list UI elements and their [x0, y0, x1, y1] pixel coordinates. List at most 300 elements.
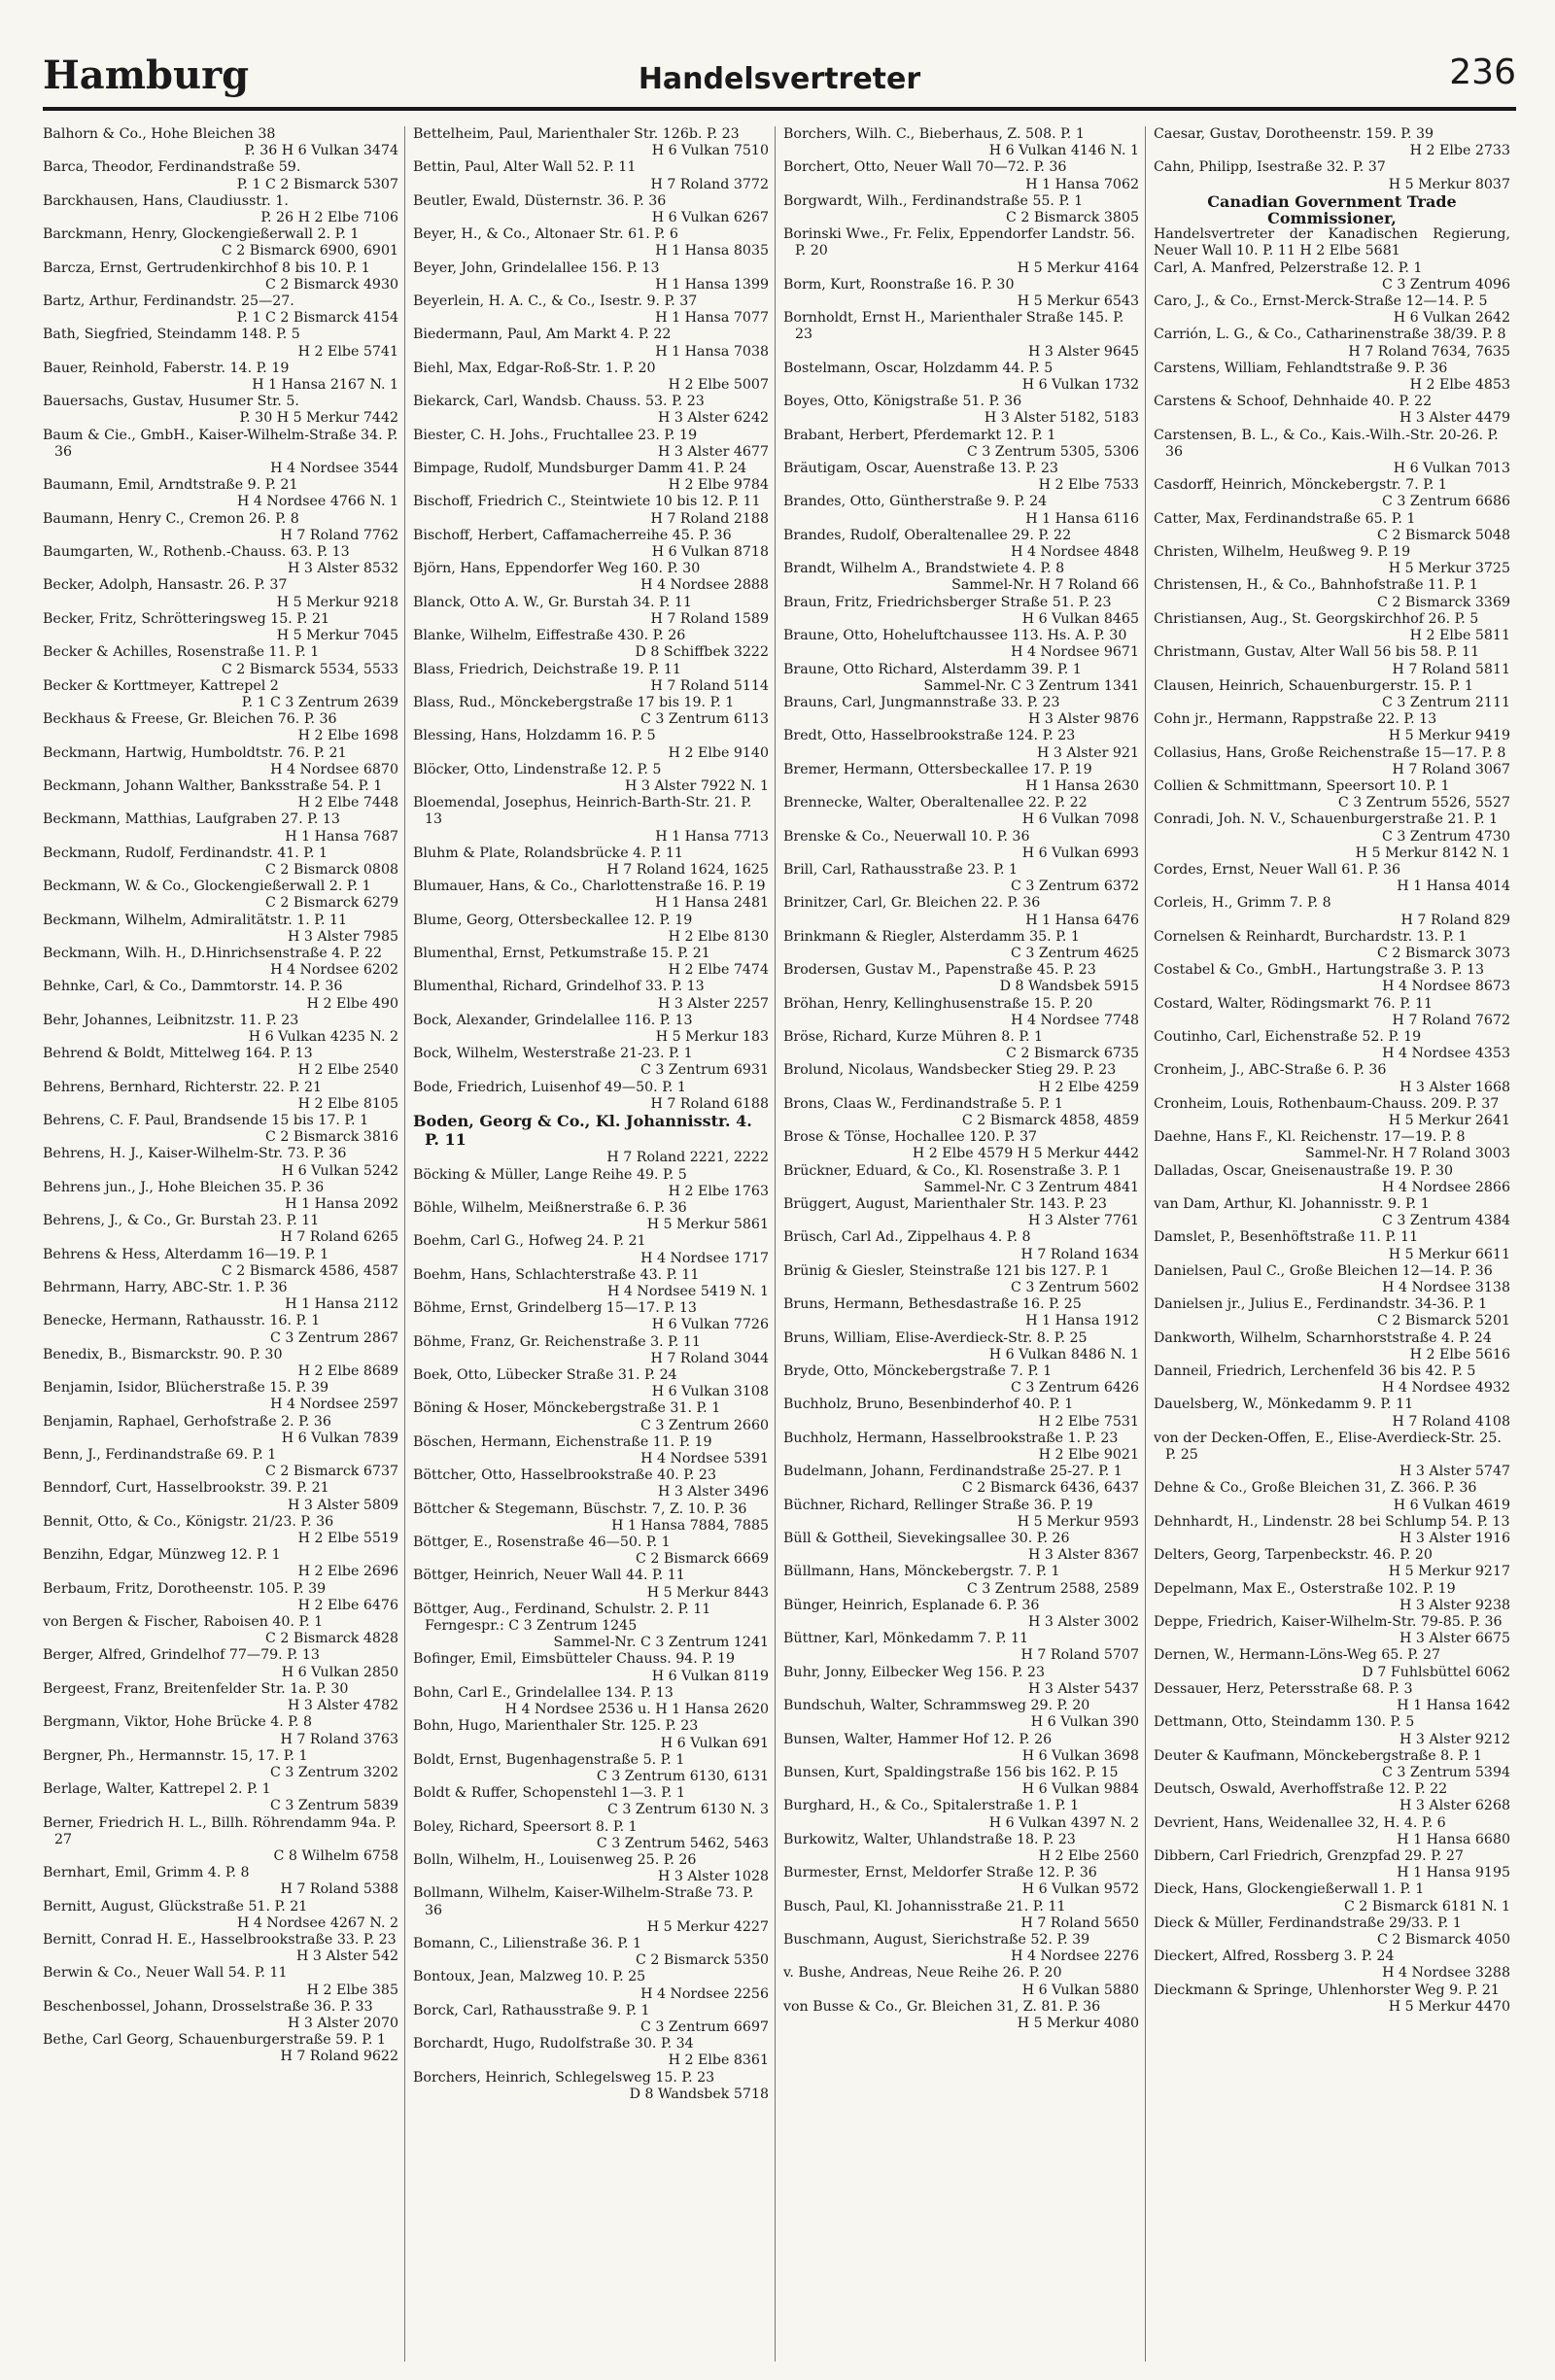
entry-phone: H 2 Elbe 2696: [297, 1564, 398, 1580]
entry-phone: C 3 Zentrum 5305, 5306: [966, 443, 1139, 460]
directory-entry: [43, 193, 398, 226]
directory-entry: [783, 1698, 1139, 1731]
entry-name: Büll & Gottheil, Sievekingsallee 30. P. 26: [783, 1531, 1070, 1547]
entry-name: Bröse, Richard, Kurze Mühren 8. P. 1: [783, 1028, 1044, 1045]
directory-entry: [1154, 1480, 1510, 1513]
entry-name: Christen, Wilhelm, Heußweg 9. P. 19: [1154, 544, 1411, 561]
entry-phone: H 1 Hansa 7884, 7885: [611, 1517, 769, 1534]
entry-name: Bruns, Hermann, Bethesdastraße 16. P. 25: [783, 1296, 1082, 1313]
entry-name: Dankworth, Wilhelm, Scharnhorststraße 4. P. 24: [1154, 1329, 1492, 1346]
entry-name: Brandes, Otto, Güntherstraße 9. P. 24: [783, 494, 1048, 510]
entry-name: v. Bushe, Andreas, Neue Reihe 26. P. 20: [783, 1965, 1062, 1982]
entry-name: Christmann, Gustav, Alter Wall 56 bis 58. P. 11: [1154, 644, 1480, 661]
directory-entry: [1154, 678, 1510, 711]
entry-phone: H 5 Merkur 8037: [1388, 176, 1510, 192]
entry-phone: H 6 Vulkan 2642: [1393, 310, 1510, 327]
directory-entry: [413, 628, 769, 661]
directory-entry: [43, 511, 398, 544]
directory-entry: [1154, 862, 1510, 895]
entry-phone: H 5 Merkur 9218: [276, 594, 398, 610]
entry-phone: H 2 Elbe 5811: [1409, 628, 1510, 644]
entry-name: Buchholz, Bruno, Besenbinderhof 40. P. 1: [783, 1397, 1074, 1413]
entry-name: Brose & Tönse, Hochallee 120. P. 37: [783, 1129, 1038, 1146]
entry-phone: H 3 Alster 6268: [1400, 1798, 1510, 1814]
entry-name: Behrens jun., J., Hohe Bleichen 35. P. 36: [43, 1179, 325, 1195]
directory-entry: [413, 795, 769, 845]
entry-name: Carstens & Schoof, Dehnhaide 40. P. 22: [1154, 394, 1433, 410]
directory-entry: [783, 829, 1139, 862]
directory-entry: [43, 544, 398, 577]
directory-entry: [413, 561, 769, 594]
entry-phone: C 3 Zentrum 5394: [1382, 1764, 1510, 1780]
entry-name: Braune, Otto, Hoheluftchaussee 113. Hs. A. P. 30: [783, 628, 1127, 644]
entry-name: Borchert, Otto, Neuer Wall 70—72. P. 36: [783, 159, 1067, 176]
entry-name: Böhme, Franz, Gr. Reichenstraße 3. P. 11: [413, 1333, 701, 1350]
directory-entry: [413, 1602, 769, 1652]
entry-phone: H 5 Merkur 2641: [1388, 1112, 1510, 1128]
entry-name: Beckmann, Matthias, Laufgraben 27. P. 13: [43, 811, 340, 828]
entry-phone: H 3 Alster 1668: [1400, 1079, 1510, 1095]
directory-entry: [1154, 428, 1510, 478]
directory-entry: [1154, 1363, 1510, 1397]
entry-name: Bergner, Ph., Hermannstr. 15, 17. P. 1: [43, 1747, 308, 1764]
directory-entry: [1154, 1614, 1510, 1647]
directory-entry: [783, 193, 1139, 226]
entry-phone: H 6 Vulkan 9572: [1021, 1881, 1139, 1898]
entry-phone: H 7 Roland 1589: [650, 610, 769, 627]
entry-name: Dessauer, Herz, Petersstraße 68. P. 3: [1154, 1680, 1413, 1697]
entry-name: Bischoff, Herbert, Caffamacherreihe 45. P. 36: [413, 527, 732, 543]
directory-entry: [783, 1229, 1139, 1262]
entry-name: Björn, Hans, Eppendorfer Weg 160. P. 30: [413, 561, 701, 577]
entry-name: Cahn, Philipp, Isestraße 32. P. 37: [1154, 159, 1386, 176]
directory-entry: [1154, 511, 1510, 544]
entry-phone: H 3 Alster 2257: [658, 995, 769, 1012]
directory-entry: [1154, 1029, 1510, 1062]
entry-name: Bünger, Heinrich, Esplanade 6. P. 36: [783, 1597, 1040, 1613]
directory-entry: [413, 1885, 769, 1936]
entry-name: Behrmann, Harry, ABC-Str. 1. P. 36: [43, 1280, 288, 1296]
entry-name: Beyerlein, H. A. C., & Co., Isestr. 9. P. 37: [413, 293, 698, 310]
entry-name: Carl, A. Manfred, Pelzerstraße 12. P. 1: [1154, 259, 1423, 276]
entry-name: Brüggert, August, Marienthaler Str. 143. P. 23: [783, 1196, 1107, 1212]
directory-entry: [413, 845, 769, 879]
directory-entry: [43, 711, 398, 744]
directory-entry: [1154, 1581, 1510, 1614]
entry-name: Bettin, Paul, Alter Wall 52. P. 11: [413, 159, 637, 176]
entry-name: Bräutigam, Oscar, Auenstraße 13. P. 23: [783, 461, 1058, 477]
entry-name: Benndorf, Curt, Hasselbrookstr. 39. P. 21: [43, 1480, 329, 1497]
entry-name: Dieckmann & Springe, Uhlenhorster Weg 9. P. 21: [1154, 1982, 1500, 1998]
entry-name: Blume, Georg, Ottersbeckallee 12. P. 19: [413, 912, 693, 928]
entry-name: Blass, Rud., Mönckebergstraße 17 bis 19. P. 1: [413, 694, 735, 710]
directory-entry: [783, 561, 1139, 594]
directory-entry: [783, 1163, 1139, 1196]
entry-phone: H 4 Nordsee 2888: [640, 577, 769, 594]
directory-entry: [1154, 1915, 1510, 1949]
entry-name: Cornelsen & Reinhardt, Burchardstr. 13. P. 1: [1154, 928, 1468, 945]
entry-name: Böhme, Ernst, Grindelberg 15—17. P. 13: [413, 1300, 697, 1317]
directory-entry: [1154, 260, 1510, 293]
entry-name: Blumauer, Hans, & Co., Charlottenstraße 16. P. 19: [413, 879, 766, 895]
entry-phone: H 7 Roland 6188: [650, 1095, 769, 1112]
directory-entry: [783, 361, 1139, 394]
entry-name: Brinkmann & Riegler, Alsterdamm 35. P. 1: [783, 928, 1080, 945]
entry-name: Caesar, Gustav, Dorotheenstr. 159. P. 39: [1154, 126, 1434, 142]
entry-name: Bergmann, Viktor, Hohe Brücke 4. P. 8: [43, 1714, 313, 1731]
entry-name: Deuter & Kaufmann, Mönckebergstraße 8. P. 1: [1154, 1747, 1482, 1764]
entry-phone: C 2 Bismarck 5350: [636, 1952, 769, 1969]
entry-name: Benjamin, Raphael, Gerhofstraße 2. P. 36: [43, 1413, 331, 1430]
directory-entry: [783, 1397, 1139, 1430]
entry-phone: H 2 Elbe 1698: [297, 728, 398, 744]
directory-entry: [783, 1431, 1139, 1464]
entry-name: Böning & Hoser, Mönckebergstraße 31. P. 1: [413, 1400, 721, 1417]
directory-entry: [43, 979, 398, 1012]
directory-entry: [413, 293, 769, 327]
entry-name: Böttger, E., Rosenstraße 46—50. P. 1: [413, 1535, 671, 1551]
entry-name: Dieckert, Alfred, Rossberg 3. P. 24: [1154, 1949, 1395, 1965]
entry-phone: H 1 Hansa 1399: [655, 276, 769, 293]
entry-phone: H 4 Nordsee 4932: [1382, 1380, 1510, 1397]
entry-phone: H 2 Elbe 8105: [297, 1095, 398, 1112]
directory-entry: [783, 728, 1139, 761]
entry-name: Blöcker, Otto, Lindenstraße 12. P. 5: [413, 761, 662, 777]
entry-name: Costabel & Co., GmbH., Hartungstraße 3. P. 13: [1154, 962, 1485, 979]
entry-name: Depelmann, Max E., Osterstraße 102. P. 19: [1154, 1580, 1456, 1597]
entry-name: Corleis, H., Grimm 7. P. 8: [1154, 895, 1331, 912]
directory-entry: [1154, 577, 1510, 610]
directory-entry: [413, 2036, 769, 2069]
entry-name: Collasius, Hans, Große Reichenstraße 15—17. P. 8: [1154, 744, 1506, 761]
entry-phone: H 4 Nordsee 2256: [640, 1985, 769, 2002]
directory-entry: [43, 1748, 398, 1781]
entry-phone: C 3 Zentrum 4384: [1382, 1213, 1510, 1229]
directory-entry: [783, 1330, 1139, 1363]
directory-entry: [1154, 1848, 1510, 1881]
entry-name: Biester, C. H. Johs., Fruchtallee 23. P. 19: [413, 427, 698, 443]
entry-phone: H 1 Hansa 6476: [1025, 912, 1139, 928]
directory-entry: [413, 1434, 769, 1467]
directory-entry: [783, 126, 1139, 159]
entry-phone: P. 1 C 2 Bismarck 4154: [236, 310, 398, 327]
column-3: [783, 126, 1146, 2362]
entry-name: Burghard, H., & Co., Spitalerstraße 1. P. 1: [783, 1798, 1080, 1814]
entry-phone: C 2 Bismarck 6181 N. 1: [1343, 1898, 1510, 1914]
entry-phone: H 6 Vulkan 3698: [1021, 1747, 1139, 1764]
directory-entry: [1154, 745, 1510, 778]
entry-phone: H 3 Alster 5437: [1028, 1680, 1139, 1697]
entry-phone: H 7 Roland 4108: [1392, 1413, 1510, 1430]
entry-name: Böhle, Wilhelm, Meißnerstraße 6. P. 36: [413, 1200, 687, 1216]
entry-phone: C 3 Zentrum 4730: [1382, 828, 1510, 845]
entry-phone: H 1 Hansa 7077: [655, 310, 769, 327]
entry-name: Dieck, Hans, Glockengießerwall 1. P. 1: [1154, 1881, 1425, 1898]
entry-name: Bode, Friedrich, Luisenhof 49—50. P. 1: [413, 1079, 686, 1095]
directory-entry: [413, 1936, 769, 1969]
directory-entry: [413, 428, 769, 461]
entry-phone: H 5 Merkur 6543: [1017, 293, 1139, 310]
directory-entry: [43, 1865, 398, 1898]
directory-entry: [413, 1568, 769, 1601]
directory-entry: [413, 1046, 769, 1079]
directory-entry: [1154, 1714, 1510, 1747]
entry-name: Barcza, Ernst, Gertrudenkirchhof 8 bis 10. P. 1: [43, 259, 370, 276]
directory-entry: [43, 361, 398, 394]
entry-phone: C 2 Bismarck 5534, 5533: [221, 661, 398, 677]
entry-phone: C 3 Zentrum 6426: [1011, 1380, 1139, 1397]
entry-phone: H 1 Hansa 2092: [285, 1196, 398, 1212]
entry-name: Büchner, Richard, Rellinger Straße 36. P. 19: [783, 1497, 1093, 1513]
entry-name: Danielsen jr., Julius E., Ferdinandstr. 34-36. P. 1: [1154, 1296, 1488, 1313]
entry-name: Beckmann, Rudolf, Ferdinandstr. 41. P. 1: [43, 845, 328, 861]
directory-entry: [413, 1651, 769, 1684]
directory-entry: [43, 428, 398, 478]
entry-name: Braune, Otto Richard, Alsterdamm 39. P. 1: [783, 661, 1082, 677]
entry-name: Bomann, C., Lilienstraße 36. P. 1: [413, 1935, 642, 1951]
entry-phone: H 1 Hansa 8035: [655, 243, 769, 259]
entry-phone: H 2 Elbe 8130: [668, 928, 769, 945]
entry-name: Bernitt, August, Glückstraße 51. P. 21: [43, 1898, 308, 1914]
directory-entry: [413, 1752, 769, 1785]
entry-name: Budelmann, Johann, Ferdinandstraße 25-27. P. 1: [783, 1464, 1123, 1480]
entry-phone: H 4 Nordsee 3288: [1382, 1965, 1510, 1982]
entry-phone: C 2 Bismarck 6279: [265, 895, 398, 912]
column-2: [413, 126, 776, 2362]
entry-phone: H 3 Alster 1028: [658, 1869, 769, 1885]
directory-entry: [413, 361, 769, 394]
entry-phone: C 3 Zentrum 3202: [270, 1764, 398, 1780]
directory-entry: [43, 1480, 398, 1513]
directory-entry: [43, 1247, 398, 1280]
entry-phone: H 4 Nordsee 8673: [1382, 979, 1510, 995]
entry-name: Beckmann, W. & Co., Glockengießerwall 2. P. 1: [43, 879, 371, 895]
entry-name: Borchers, Heinrich, Schlegelsweg 15. P. 23: [413, 2069, 715, 2086]
entry-name: Büllmann, Hans, Mönckebergstr. 7. P. 1: [783, 1564, 1060, 1580]
entry-phone: H 2 Elbe 5616: [1409, 1346, 1510, 1362]
entry-name: Bernitt, Conrad H. E., Hasselbrookstraße 33. P. 23: [43, 1931, 397, 1948]
entry-name: Barckmann, Henry, Glockengießerwall 2. P. 1: [43, 226, 360, 243]
entry-phone: H 7 Roland 3044: [650, 1350, 769, 1366]
entry-phone: H 7 Roland 5811: [1392, 661, 1510, 677]
entry-name: Bauer, Reinhold, Faberstr. 14. P. 19: [43, 360, 290, 376]
directory-entry: [783, 494, 1139, 527]
entry-phone: H 6 Vulkan 1732: [1021, 377, 1139, 394]
entry-name: Bornholdt, Ernst H., Marienthaler Straße 145. P. 23: [783, 310, 1124, 343]
entry-phone: H 2 Elbe 2560: [1038, 1847, 1139, 1864]
entry-phone: H 4 Nordsee 4848: [1011, 544, 1139, 561]
directory-entry: [783, 996, 1139, 1029]
directory-entry: [413, 879, 769, 912]
directory-entry: [43, 678, 398, 711]
entry-name: Boyes, Otto, Königstraße 51. P. 36: [783, 394, 1022, 410]
entry-name: Bath, Siegfried, Steindamm 148. P. 5: [43, 327, 300, 343]
directory-entry: [783, 1029, 1139, 1062]
entry-name: Dehnhardt, H., Lindenstr. 28 bei Schlump 54. P. 13: [1154, 1513, 1510, 1530]
entry-name: Dehne & Co., Große Bleichen 31, Z. 366. P. 36: [1154, 1480, 1477, 1497]
entry-name: Delters, Georg, Tarpenbeckstr. 46. P. 20: [1154, 1547, 1433, 1564]
directory-entry: [783, 310, 1139, 361]
directory-entry: [783, 1196, 1139, 1229]
directory-entry: [413, 1334, 769, 1367]
entry-name: Dalladas, Oscar, Gneisenaustraße 19. P. 30: [1154, 1162, 1453, 1179]
directory-entry: [413, 946, 769, 979]
entry-name: Benecke, Hermann, Rathausstr. 16. P. 1: [43, 1313, 321, 1329]
directory-entry: [413, 260, 769, 293]
entry-phone: H 4 Nordsee 4267 N. 2: [237, 1914, 398, 1931]
entry-phone: H 6 Vulkan 4146 N. 1: [988, 143, 1139, 159]
entry-name: Blessing, Hans, Holzdamm 16. P. 5: [413, 728, 656, 744]
page-header: [43, 49, 1516, 111]
entry-name: Borgwardt, Wilh., Ferdinandstraße 55. P. 1: [783, 192, 1084, 209]
entry-phone: D 8 Wandsbek 5718: [629, 2086, 769, 2102]
entry-phone: H 3 Alster 2070: [288, 2015, 398, 2031]
entry-phone: H 3 Alster 5809: [288, 1497, 398, 1513]
entry-phone: H 6 Vulkan 8465: [1021, 610, 1139, 627]
entry-name: von Busse & Co., Gr. Bleichen 31, Z. 81. P. 36: [783, 1998, 1101, 2015]
entry-phone: H 3 Alster 7761: [1028, 1213, 1139, 1229]
entry-phone: H 6 Vulkan 7510: [651, 143, 769, 159]
entry-phone: H 3 Alster 5747: [1400, 1464, 1510, 1480]
entry-phone: H 4 Nordsee 2597: [270, 1397, 398, 1413]
entry-name: Burkowitz, Walter, Uhlandstraße 18. P. 23: [783, 1831, 1076, 1847]
directory-entry: [783, 1498, 1139, 1531]
entry-phone: H 6 Vulkan 4397 N. 2: [988, 1814, 1139, 1831]
directory-entry: [413, 528, 769, 561]
column-1: [43, 126, 405, 2362]
entry-phone: H 3 Alster 8532: [288, 561, 398, 577]
directory-entry: [43, 913, 398, 946]
entry-name: Baumann, Emil, Arndtstraße 9. P. 21: [43, 477, 298, 494]
entry-name: Brauns, Carl, Jungmannstraße 33. P. 23: [783, 694, 1060, 710]
entry-phone: H 6 Vulkan 390: [1030, 1714, 1139, 1731]
entry-name: Costard, Walter, Rödingsmarkt 76. P. 11: [1154, 995, 1434, 1012]
entry-phone: Sammel-Nr. C 3 Zentrum 1341: [923, 677, 1139, 694]
entry-name: Bartz, Arthur, Ferdinandstr. 25—27.: [43, 293, 294, 310]
entry-phone: H 2 Elbe 5741: [297, 343, 398, 360]
entry-phone: C 3 Zentrum 5602: [1011, 1280, 1139, 1296]
directory-entry: [783, 1564, 1139, 1597]
entry-phone: H 3 Alster 542: [296, 1949, 398, 1965]
entry-phone: H 6 Vulkan 691: [660, 1735, 769, 1751]
entry-phone: H 2 Elbe 4259: [1038, 1079, 1139, 1095]
directory-entry: [1154, 327, 1510, 360]
entry-phone: H 4 Nordsee 2866: [1382, 1179, 1510, 1195]
entry-name: Biehl, Max, Edgar-Roß-Str. 1. P. 20: [413, 360, 656, 376]
entry-phone: H 5 Merkur 3725: [1388, 561, 1510, 577]
entry-phone: H 1 Hansa 2630: [1025, 777, 1139, 794]
entry-phone: H 3 Alster 4677: [658, 443, 769, 460]
entry-phone: H 2 Elbe 7474: [668, 962, 769, 979]
directory-entry: [1154, 126, 1510, 159]
directory-entry: [43, 226, 398, 259]
directory-entry: [43, 1647, 398, 1680]
entry-phone: C 3 Zentrum 6130 N. 3: [606, 1802, 769, 1818]
directory-entry: [1154, 1196, 1510, 1229]
entry-name: Blass, Friedrich, Deichstraße 19. P. 11: [413, 661, 681, 677]
entry-name: Dettmann, Otto, Steindamm 130. P. 5: [1154, 1714, 1415, 1731]
directory-entry: [783, 1999, 1139, 2032]
entry-phone: C 3 Zentrum 6686: [1382, 494, 1510, 510]
page-number: 236: [1449, 52, 1516, 92]
entry-phone: H 2 Elbe 2733: [1409, 143, 1510, 159]
directory-entry: [1154, 394, 1510, 427]
directory-entry: [1154, 811, 1510, 845]
entry-phone: D 8 Schiffbek 3222: [635, 644, 769, 661]
entry-phone: C 3 Zentrum 5526, 5527: [1337, 795, 1510, 811]
entry-name: Böttcher, Otto, Hasselbrookstraße 40. P. 23: [413, 1467, 716, 1484]
directory-entry: [43, 1013, 398, 1046]
entry-name: Baumann, Henry C., Cremon 26. P. 8: [43, 510, 299, 527]
entry-name: Beyer, H., & Co., Altonaer Str. 61. P. 6: [413, 226, 678, 243]
directory-entry: [1154, 1514, 1510, 1547]
directory-entry: [783, 1899, 1139, 1932]
directory-entry: [43, 1781, 398, 1814]
directory-entry: [43, 1899, 398, 1932]
directory-entry: [1154, 1983, 1510, 2016]
entry-phone: H 2 Elbe 4579 H 5 Merkur 4442: [912, 1146, 1139, 1162]
entry-name: Brandt, Wilhelm A., Brandstwiete 4. P. 8: [783, 561, 1065, 577]
directory-entry: [43, 1547, 398, 1580]
entry-name: Beckmann, Wilh. H., D.Hinrichsenstraße 4. P. 22: [43, 945, 383, 961]
entry-phone: Sammel-Nr. H 7 Roland 3003: [1305, 1146, 1510, 1162]
entry-phone: P. 1 C 2 Bismarck 5307: [236, 176, 398, 192]
entry-name: Boehm, Carl G., Hofweg 24. P. 21: [413, 1233, 646, 1250]
directory-entry: [1154, 778, 1510, 811]
directory-entry: [413, 1300, 769, 1333]
entry-name: Berbaum, Fritz, Dorotheenstr. 105. P. 39: [43, 1580, 327, 1597]
entry-phone: H 6 Vulkan 5880: [1021, 1982, 1139, 1998]
city-title: Hamburg: [43, 52, 250, 98]
entry-name: Daehne, Hans F., Kl. Reichenstr. 17—19. P. 8: [1154, 1129, 1466, 1146]
entry-phone: C 2 Bismarck 4930: [265, 276, 398, 293]
entry-phone: H 6 Vulkan 7098: [1021, 811, 1139, 828]
entry-name: Behrens, C. F. Paul, Brandsende 15 bis 17. P. 1: [43, 1112, 369, 1128]
entry-phone: H 3 Alster 7985: [288, 928, 398, 945]
entry-phone: H 3 Alster 4479: [1400, 410, 1510, 427]
entry-name: Brückner, Eduard, & Co., Kl. Rosenstraße 3. P. 1: [783, 1162, 1122, 1179]
entry-phone: Sammel-Nr. C 3 Zentrum 4841: [923, 1179, 1139, 1195]
directory-entry: [783, 226, 1139, 277]
entry-name: Brandes, Rudolf, Oberaltenallee 29. P. 22: [783, 527, 1072, 543]
entry-name: Bernhart, Emil, Grimm 4. P. 8: [43, 1865, 250, 1881]
directory-entry: [1154, 611, 1510, 644]
entry-name: Borchardt, Hugo, Rudolfstraße 30. P. 34: [413, 2036, 694, 2052]
directory-entry: [43, 1681, 398, 1714]
entry-phone: H 2 Elbe 8689: [297, 1363, 398, 1380]
entry-phone: H 3 Alster 9238: [1400, 1597, 1510, 1613]
entry-phone: H 3 Alster 921: [1037, 744, 1139, 761]
directory-entry: [1154, 929, 1510, 962]
entry-phone: C 2 Bismarck 5048: [1377, 527, 1510, 543]
entry-name: Bofinger, Emil, Eimsbütteler Chauss. 94. P. 19: [413, 1651, 736, 1668]
entry-name: Bohn, Hugo, Marienthaler Str. 125. P. 23: [413, 1718, 699, 1735]
entry-phone: H 3 Alster 5182, 5183: [984, 410, 1139, 427]
entry-name: Devrient, Hans, Weidenallee 32, H. 4. P. 6: [1154, 1814, 1446, 1831]
entry-phone: H 7 Roland 9622: [280, 2049, 398, 2065]
entry-phone: H 2 Elbe 7448: [297, 795, 398, 811]
entry-name: Damslet, P., Besenhöftstraße 11. P. 11: [1154, 1229, 1419, 1246]
directory-entry: [43, 1180, 398, 1213]
entry-name: Bundschuh, Walter, Schrammsweg 29. P. 20: [783, 1698, 1090, 1714]
entry-name: Bennit, Otto, & Co., Königstr. 21/23. P. 36: [43, 1513, 334, 1530]
entry-phone: H 4 Nordsee 4766 N. 1: [237, 494, 398, 510]
entry-phone: H 4 Nordsee 7748: [1011, 1012, 1139, 1028]
entry-phone: C 2 Bismarck 3369: [1377, 594, 1510, 610]
entry-name: Balhorn & Co., Hohe Bleichen 38: [43, 126, 276, 142]
directory-entry: [43, 1514, 398, 1547]
directory-entry: [43, 1213, 398, 1246]
